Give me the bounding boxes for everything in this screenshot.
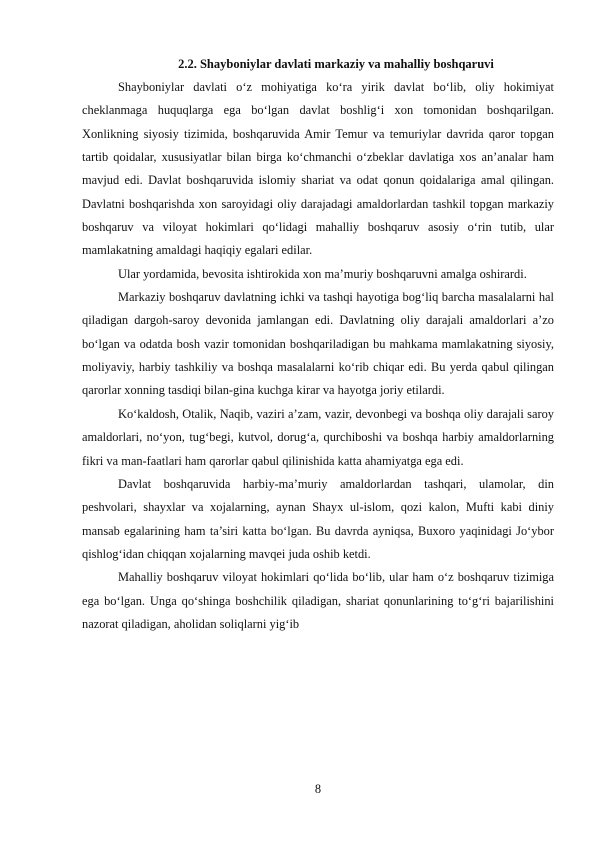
page-number: 8 [314, 782, 322, 796]
paragraph-5-text: Davlat boshqaruvida harbiy-ma’muriy amaldorlardan tashqari, ulamolar, din peshvolari, shayxlar va xojalarning, aynan Shayx ul-islom, qozi kalon, Mufti kabi diniy mansab egalarining ham ta’siri katta bo‘lgan. Bu davrda ayniqsa, Buxoro yaqinidagi Jo‘ybor qishlog‘idan chiqqan xojalarning mavqei juda oshib ketdi. [82, 476, 554, 561]
paragraph-4-text: Ko‘kaldosh, Otalik, Naqib, vaziri a’zam, vazir, devonbegi va boshqa oliy darajali saroy amaldorlari, no‘yon, tug‘begi, kutvol, dorug‘a, qurchiboshi va boshqa harbiy amaldorlarning fikri va man-faatlari ham qarorlar qabul qilinishida katta ahamiyatga ega edi. [82, 406, 554, 468]
body-text [82, 76, 554, 636]
paragraph-5 [82, 473, 554, 566]
paragraph-2-text: Ular yordamida, bevosita ishtirokida xon ma’muriy boshqaruvni amalga oshirardi. [118, 266, 527, 281]
paragraph-6-text: Mahalliy boshqaruv viloyat hokimlari qo‘lida bo‘lib, ular ham o‘z boshqaruv tizimiga ega bo‘lgan. Unga qo‘shinga boshchilik qiladigan, shariat qonunlarining to‘g‘ri bajarilishini nazorat qiladigan, aholidan soliqlarni yig‘ib [82, 570, 554, 631]
paragraph-4 [82, 403, 554, 473]
section-heading: 2.2. Shayboniylar davlati markaziy va mahalliy boshqaruvi [178, 57, 494, 71]
paragraph-1 [82, 76, 554, 263]
paragraph-3-text: Markaziy boshqaruv davlatning ichki va tashqi hayotiga bog‘liq barcha masalalarni hal qiladigan dargoh-saroy devonida jamlangan edi. Davlatning oliy darajali amaldorlari a’zo bo‘lgan va odatda bosh vazir tomonidan boshqariladigan bu mahkama mamlakatning siyosiy, moliyaviy, harbiy tashkiliy va boshqa masalalarni ko‘rib chiqar edi. Bu yerda qabul qilingan qarorlar xonning tasdiqi bilan-gina kuchga kirar va hayotga joriy etilardi. [82, 290, 554, 398]
paragraph-3 [82, 286, 554, 403]
paragraph-2 [82, 263, 554, 286]
paragraph-6 [82, 566, 554, 636]
paragraph-1-text: Shayboniylar davlati o‘z mohiyatiga ko‘ra yirik davlat bo‘lib, oliy hokimiyat cheklanmaga huquqlarga ega bo‘lgan davlat boshlig‘i xon tomonidan boshqarilgan. Xonlikning siyosiy tizimida, boshqaruvida Amir Temur va temuriylar davrida qaror topgan tartib qoidalar, xususiyatlar bilan birga ko‘chmanchi o‘zbeklar davlatiga xos an’analar ham mavjud edi. Davlat boshqaruvida islomiy shariat va odat qonun qoidalariga amal qilingan. Davlatni boshqarishda xon saroyidagi oliy darajadagi amaldorlardan tashkil topgan markaziy boshqaruv va viloyat hokimlari qo‘lidagi mahalliy boshqaruv asosiy o‘rin tutib, ular mamlakatning amaldagi haqiqiy egalari edilar. [82, 80, 554, 258]
